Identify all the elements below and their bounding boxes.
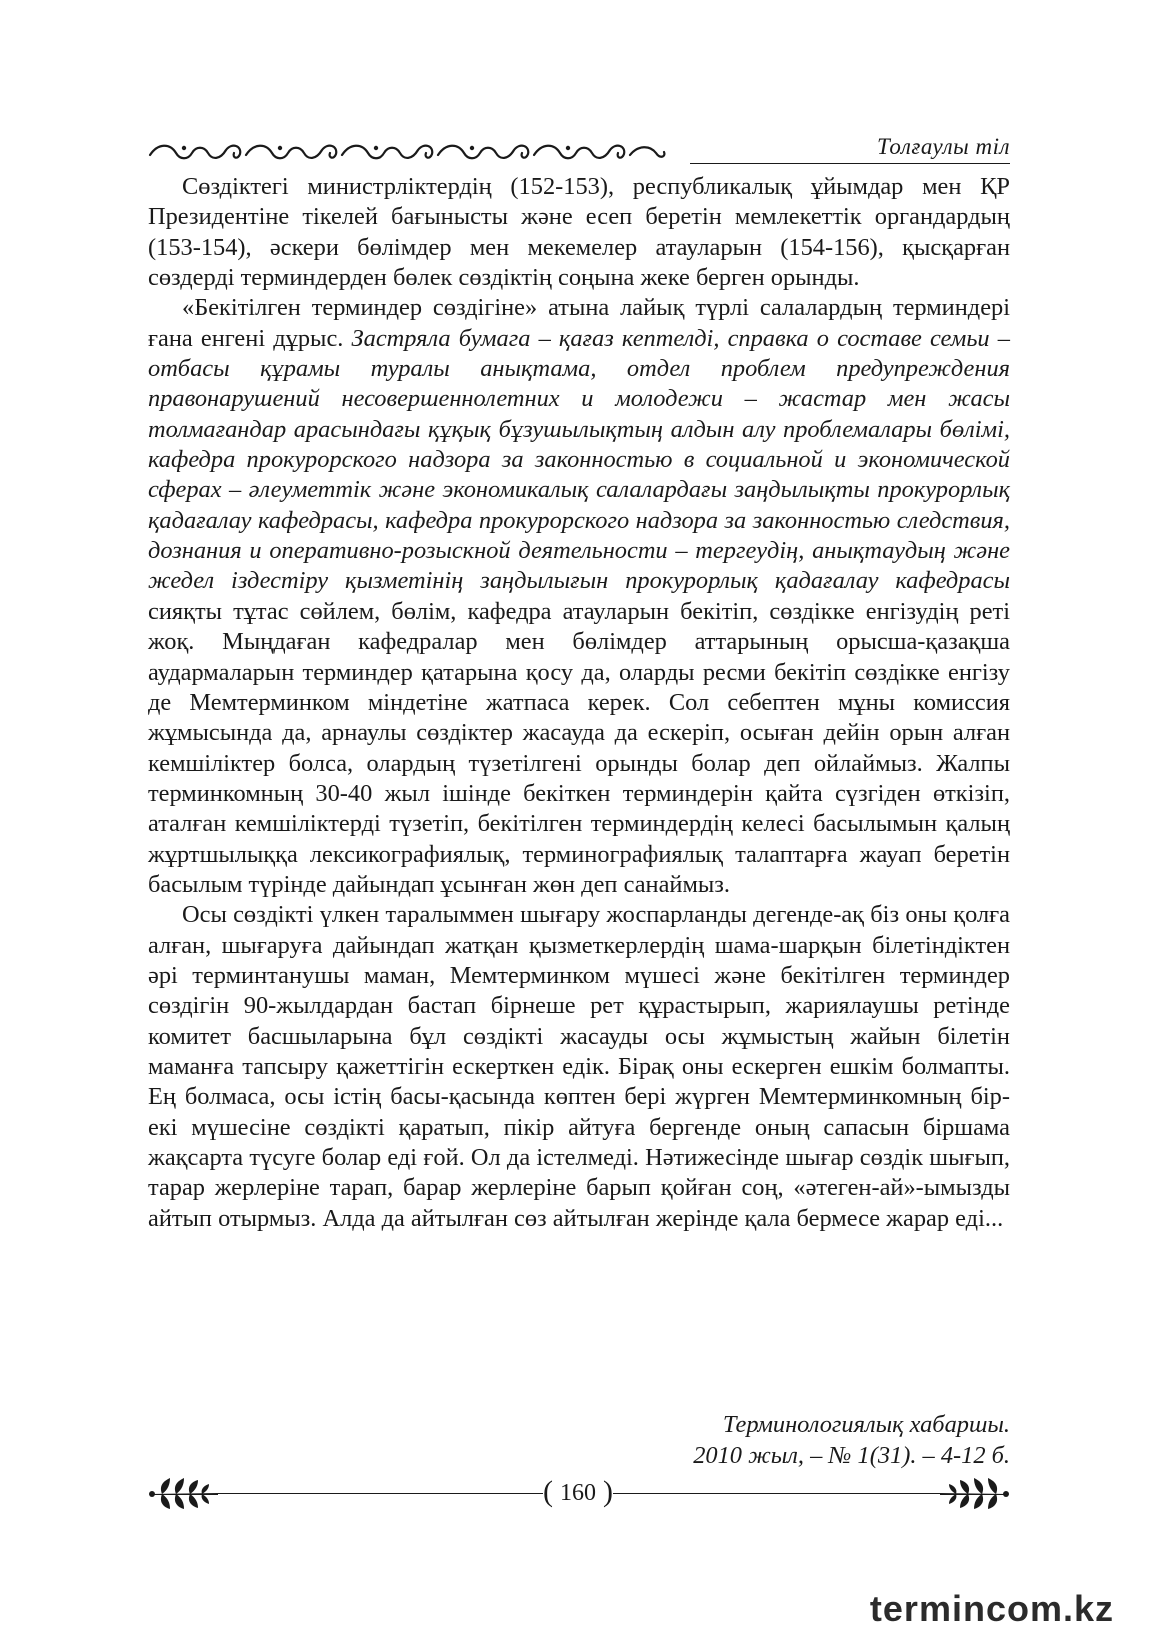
page-number-value: 160 xyxy=(560,1480,596,1506)
source-citation xyxy=(693,1409,1010,1471)
running-header-title: Толғаулы тіл xyxy=(876,134,1010,159)
source-line-1: Терминологиялық хабаршы. xyxy=(722,1411,1010,1438)
footer-rule-right xyxy=(613,1493,940,1494)
paragraph-2 xyxy=(148,293,1010,900)
site-watermark: termincom.kz xyxy=(869,1588,1114,1629)
page-number-brace-left: ( xyxy=(543,1475,553,1508)
header-ornament xyxy=(148,140,668,166)
paragraph-2-start: «Бекітілген терминдер сөздігіне» атына лайық түрлі салалардың терминдері ғана енгені дұрыс. xyxy=(148,294,1010,352)
page-number xyxy=(543,1473,613,1513)
leaf-ornament-icon xyxy=(148,1476,220,1510)
paragraph-2-end: сияқты тұтас сөйлем, бөлім, кафедра атауларын бекітіп, сөздікке енгізудің реті жоқ. Мыңдаған кафедралар мен бөлімдер аттарының орысша-қазақша аудармаларын терминдер қатарына қосу да, оларды ресми бекітіп сөздікке енгізу де Мемтерминком міндетіне жатпаса керек. Сол себептен мұны комиссия жұмысында да, арнаулы сөздіктер жасауда да ескеріп, осыған дейін орын алған кемшіліктер болса, олардың түзетілгені орынды болар деп ойлаймыз. Жалпы терминкомның 30-40 жыл ішінде бекіткен терминдерін қайта сүзгіден өткізіп, аталған кемшіліктерді түзетіп, бекітілген терминдердің келесі басылымын қалың жұртшылыққа лексикографиялық, терминографиялық талаптарға жауап беретін басылым түрінде дайындап ұсынған жөн деп санаймыз. xyxy=(148,597,1010,898)
paragraph-3: Осы сөздікті үлкен таралыммен шығару жоспарланды дегенде-ақ біз оны қолға алған, шығаруға дайындап жатқан қызметкерлердің шама-шарқын білетіндіктен әрі терминтанушы маман, Мемтерминком мүшесі және бекітілген терминдер сөздігін 90-жылдардан бастап бірнеше рет құрастырып, жариялаушы ретінде комитет басшыларына бұл сөздікті жасауды осы жұмыстың жайын білетін маманға тапсыру қажеттігін ескерткен едік. Бірақ оны ескерген ешкім болмапты. Ең болмаса, осы істің басы-қасында көптен бері жүрген Мемтерминкомның бір-екі мүшесіне сөздікті қаратып, пікір айтуға бергенде оның сапасын біршама жақсарта түсуге болар еді ғой. Ол да істелмеді. Нәтижесінде шығар сөздік шығып, тарар жерлеріне тарап, барар жерлеріне барып қойған соң, «әтеген-ай»-ымызды айтып отырмыз. Алда да айтылған сөз айтылған жерінде қала бермесе жарар еді... xyxy=(148,901,1010,1232)
article-body xyxy=(148,172,1010,1234)
page-footer xyxy=(148,1468,1010,1518)
footer-rule-left xyxy=(218,1493,543,1494)
page-number-brace-right: ) xyxy=(603,1475,613,1508)
header-rule xyxy=(690,163,1010,164)
paragraph-2-italic-examples: Застряла бумага – қағаз кептелді, справка о составе семьи – отбасы құрамы туралы анықтама, отдел проблем предупреждения правонарушений несовершеннолетних и молодежи – жастар мен жасы толмағандар арасындағы құқық бұзушылықтың алдын алу проблемалары бөлімі, кафедра прокурорского надзора за законностью в социальной и экономической сферах – әлеуметтік және экономикалық салалардағы заңдылықты прокурорлық қадағалау кафедрасы, кафедра прокурорского надзора за законностью следствия, дознания и оперативно-розыскной деятельности – тергеудің, анықтаудың және жедел іздестіру қызметінің заңдылығын прокурорлық қадағалау кафедрасы xyxy=(148,324,1010,595)
source-line-2: 2010 жыл, – № 1(31). – 4-12 б. xyxy=(693,1442,1010,1469)
leaf-ornament-icon xyxy=(938,1476,1010,1510)
paragraph-1: Сөздіктегі министрліктердің (152-153), республикалық ұйымдар мен ҚР Президентіне тікелей бағынысты және есеп беретін мемлекеттік органдардың (153-154), әскери бөлімдер мен мекемелер атауларын (154-156), қысқарған сөздерді терминдерден бөлек сөздіктің соңына жеке берген орынды. xyxy=(148,173,1010,292)
